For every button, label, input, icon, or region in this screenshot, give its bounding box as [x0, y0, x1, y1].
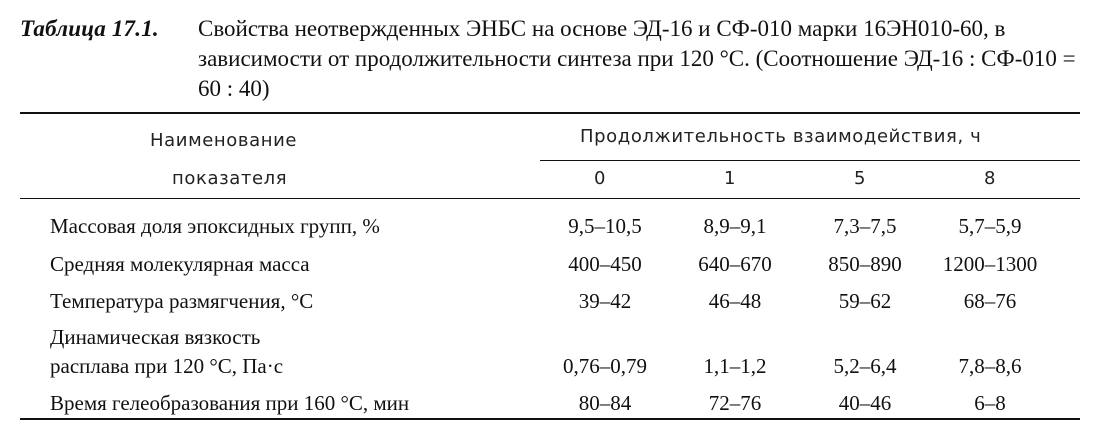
column-header-0: 0 [593, 168, 607, 189]
cell-mass-0: 400–450 [568, 252, 642, 276]
header-sub-rule [540, 160, 1080, 161]
cell-softening-8: 68–76 [963, 289, 1017, 313]
table-top-rule [20, 112, 1080, 114]
cell-epoxy-1: 8,9–9,1 [703, 214, 767, 238]
cell-mass-5: 850–890 [828, 252, 902, 276]
column-header-8: 8 [983, 168, 997, 189]
cell-mass-1: 640–670 [698, 252, 772, 276]
cell-viscosity-0: 0,76–0,79 [563, 354, 647, 378]
table-title: Свойства неотвержденных ЭНБС на основе ЭД-16 и СФ-010 марки 16ЭН010-60, в зависимости от продолжительности синтеза при 120 °С. (Соотношение ЭД-16 : СФ-010 = 60 : 40) [198, 16, 1076, 101]
cell-gelation-0: 80–84 [578, 391, 632, 415]
cell-epoxy-5: 7,3–7,5 [833, 214, 897, 238]
header-name-line1: Наименование [150, 130, 298, 151]
row-label-viscosity-line2: расплава при 120 °С, Па·с [50, 354, 284, 378]
cell-softening-1: 46–48 [708, 289, 762, 313]
cell-viscosity-1: 1,1–1,2 [703, 354, 767, 378]
cell-viscosity-8: 7,8–8,6 [958, 354, 1022, 378]
cell-mass-8: 1200–1300 [942, 252, 1038, 276]
row-label-softening: Температура размягчения, °С [50, 289, 314, 313]
header-duration: Продолжительность взаимодействия, ч [580, 126, 982, 147]
header-name-line2: показателя [172, 168, 288, 189]
cell-viscosity-5: 5,2–6,4 [833, 354, 897, 378]
cell-epoxy-0: 9,5–10,5 [568, 214, 642, 238]
cell-softening-5: 59–62 [838, 289, 892, 313]
cell-gelation-8: 6–8 [974, 391, 1006, 415]
cell-gelation-1: 72–76 [708, 391, 762, 415]
cell-epoxy-8: 5,7–5,9 [958, 214, 1022, 238]
row-label-molecular-mass: Средняя молекулярная масса [50, 252, 310, 276]
header-bottom-rule [20, 198, 1080, 199]
column-header-1: 1 [723, 168, 737, 189]
cell-gelation-5: 40–46 [838, 391, 892, 415]
row-label-epoxy: Массовая доля эпоксидных групп, % [50, 214, 380, 238]
table-number: Таблица 17.1. [20, 16, 159, 41]
table-bottom-rule [20, 418, 1080, 420]
column-header-5: 5 [853, 168, 867, 189]
cell-softening-0: 39–42 [578, 289, 632, 313]
row-label-viscosity-line1: Динамическая вязкость [50, 325, 261, 349]
row-label-gelation: Время гелеобразования при 160 °С, мин [50, 391, 410, 415]
